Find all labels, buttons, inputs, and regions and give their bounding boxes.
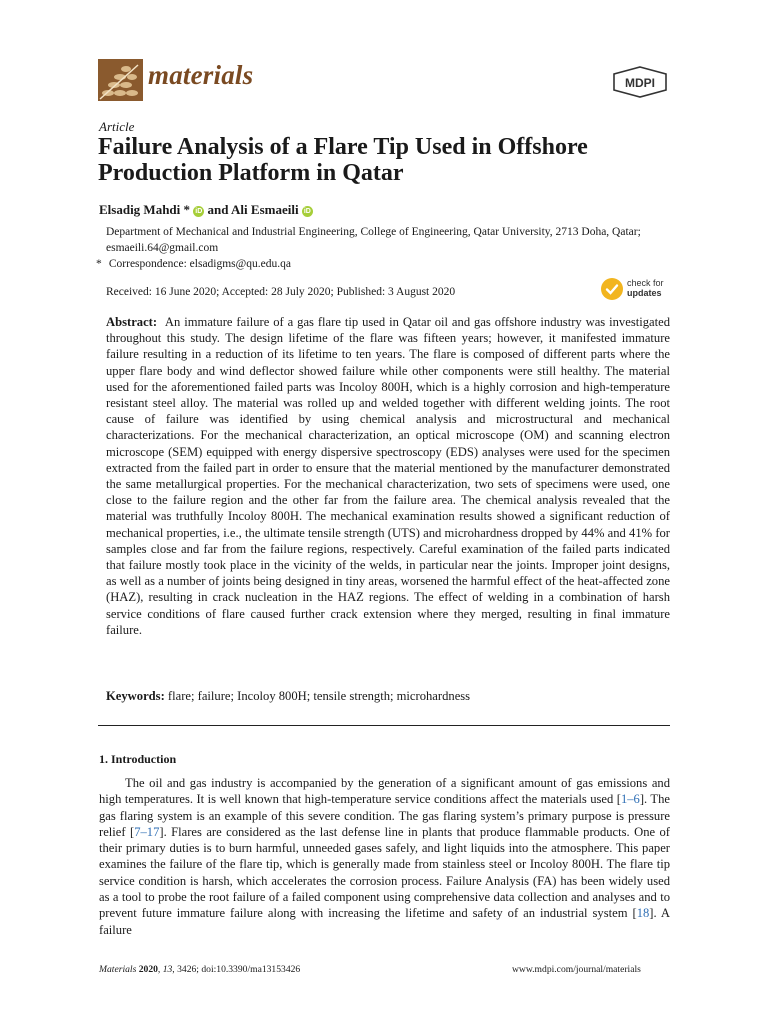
footer-volume: 13 bbox=[162, 964, 173, 975]
author-name[interactable]: Ali Esmaeili bbox=[231, 202, 299, 217]
footer-citation: Materials 2020, 13, 3426; doi:10.3390/ma13153426 bbox=[99, 964, 301, 975]
check-updates-line2: updates bbox=[627, 288, 662, 298]
affiliation-block bbox=[96, 224, 646, 272]
article-type: Article bbox=[99, 119, 135, 134]
citation-link[interactable]: 18 bbox=[636, 906, 650, 921]
correspondence-mark: * bbox=[96, 258, 102, 270]
mdpi-logo-icon bbox=[611, 66, 669, 98]
correspondence: Correspondence: elsadigms@qu.edu.qa bbox=[108, 258, 291, 270]
check-for-updates-badge[interactable] bbox=[601, 276, 671, 302]
journal-logo-icon bbox=[98, 59, 143, 101]
affiliation: Department of Mechanical and Industrial Engineering, College of Engineering, Qatar University, 2713 Doha, Qatar; esmaeili.64@gmail.com bbox=[106, 226, 641, 254]
author-mark: * bbox=[183, 202, 191, 217]
footer-url[interactable]: www.mdpi.com/journal/materials bbox=[512, 964, 641, 975]
citation-link[interactable]: 1–6 bbox=[620, 792, 640, 807]
paper-title: Failure Analysis of a Flare Tip Used in Offshore Production Platform in Qatar bbox=[98, 134, 588, 186]
footer-journal: Materials bbox=[99, 964, 137, 975]
correspondence-line bbox=[96, 256, 646, 272]
abstract-text: An immature failure of a gas flare tip used in Qatar oil and gas offshore industry was investigated throughout this study. The design lifetime of the flare was fifteen years; however, it manifested immature failure resulting in a reduction of its lifetime to ten years. The flare is composed of different parts where the upper flare body and wind deflector showed failure while other components were still healthy. The material used for the aforementioned failed parts was Incoloy 800H, which is a highly corrosion and high-temperature resistant steel alloy. The material was rolled up and welded together with different welding joints. The root cause of failure was identified by using chemical analysis and microstructural and mechanical characterizations. For the mechanical characterization, an optical microscope (OM) and scanning electron microscope (SEM) equipped with energy dispersive spectroscopy (EDS) analyses were used for the specimen extracted from the failed part in order to ensure that the material mentioned by the manufacturer demonstrated the same metallurgical properties. For the mechanical characterization, two sets of specimens were used, one close to the failure region and the other far from the failure area. The chemical analysis revealed that the material was truthfully Incoloy 800H. The mechanical examination results showed a significant reduction of mechanical properties, i.e., the ultimate tensile strength (UTS) and microhardness dropped by 44% and 41% for samples close and far from the failure regions, respectively. Careful examination of the failed parts indicated that failure mostly took place in the vicinity of the welds, in particular near the joints. Improper joint designs, as well as a number of joints being designed in tiny areas, worsened the harmful effect of the heat-affected zone (HAZ), resulting in crack nucleation in the HAZ regions. The effect of welding in a combination of harsh service conditions of flare caused further crack extension where they merged, resulting in final immature failure. bbox=[106, 315, 670, 637]
intro-text: ]. A failure bbox=[99, 906, 671, 937]
section-heading: 1. Introduction bbox=[99, 752, 177, 766]
footer-year: 2020 bbox=[138, 964, 158, 975]
abstract bbox=[106, 314, 670, 638]
check-updates-line1: check for bbox=[627, 278, 664, 288]
intro-paragraph bbox=[99, 775, 670, 938]
check-updates-icon bbox=[601, 278, 623, 300]
author-name[interactable]: Elsadig Mahdi bbox=[99, 202, 181, 217]
intro-text: The oil and gas industry is accompanied by the generation of a significant amount of gas emissions and high temperatures. It is well known that high-temperature service conditions affect the materials used [ bbox=[99, 776, 670, 807]
citation-link[interactable]: 7–17 bbox=[134, 824, 160, 839]
publication-dates: Received: 16 June 2020; Accepted: 28 July 2020; Published: 3 August 2020 bbox=[106, 286, 456, 298]
keywords-text: flare; failure; Incoloy 800H; tensile strength; microhardness bbox=[167, 689, 471, 703]
mdpi-logo-text: MDPI bbox=[625, 76, 655, 90]
journal-name: materials bbox=[148, 60, 254, 90]
footer-doi: , 3426; doi:10.3390/ma13153426 bbox=[172, 964, 301, 975]
keywords-label: Keywords: bbox=[106, 689, 165, 703]
intro-text: ]. Flares are considered as the last defense line in plants that produce flammable products. One of their primary duties is to burn harmful, unneeded gases safely, and light liquids into the atmosphere. This paper examines the failure of the flare tip, which is generally made from stainless steel or Incoloy 800H. The flare tip service condition is harsh, which accelerates the corrosion process. Failure Analysis (FA) has been widely used as a tool to probe the root failure of a failed component using comprehensive data collection and analyses and to prevent future immature failure along with increasing the lifetime and safety of an industrial system [ bbox=[99, 824, 670, 921]
orcid-icon[interactable]: iD bbox=[303, 208, 311, 215]
keywords bbox=[106, 689, 670, 704]
orcid-icon[interactable]: iD bbox=[195, 208, 203, 215]
intro-text: ]. The gas flaring system is an example of this severe condition. The gas flaring system’s primary purpose is pressure relief [ bbox=[99, 792, 670, 839]
section-divider bbox=[98, 725, 670, 726]
author-list bbox=[99, 202, 313, 218]
abstract-label: Abstract: bbox=[106, 315, 158, 329]
author-joiner: and bbox=[204, 202, 232, 217]
